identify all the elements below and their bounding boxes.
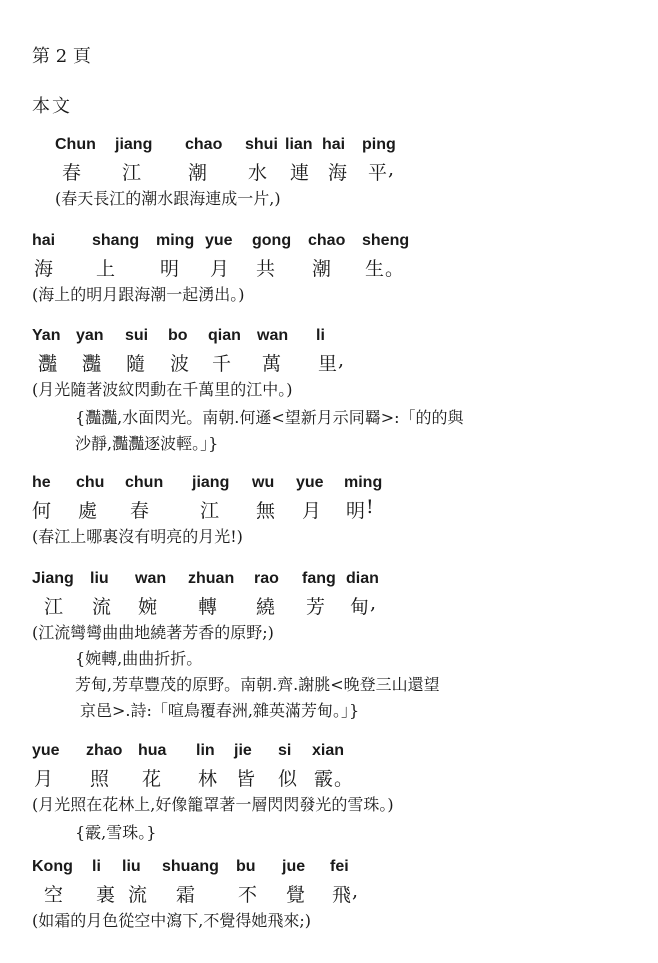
pinyin-syllable: yue: [205, 232, 233, 249]
hanzi-character: 轉: [198, 596, 218, 618]
pinyin-syllable: bu: [236, 858, 256, 875]
page-number-label: 第 2 頁: [32, 46, 91, 67]
pinyin-syllable: lin: [196, 742, 215, 759]
hanzi-character: 飛: [332, 884, 352, 906]
pinyin-syllable: si: [278, 742, 292, 759]
hanzi-character: 芳: [306, 596, 326, 618]
annotation-note: {灩灩,水面閃光。南朝.何遜<望新月示同羇>:「的的與: [75, 408, 464, 427]
hanzi-character: 照: [90, 768, 110, 790]
hanzi-character: 霰: [314, 768, 334, 790]
hanzi-character: 平: [368, 162, 388, 184]
hanzi-character: 里: [318, 353, 338, 375]
translation-line: (春江上哪裏沒有明亮的月光!): [32, 527, 243, 546]
pinyin-syllable: hai: [322, 136, 346, 153]
pinyin-syllable: fang: [302, 570, 336, 587]
pinyin-syllable: lian: [285, 136, 313, 153]
hanzi-character: 不: [238, 884, 258, 906]
pinyin-syllable: ping: [362, 136, 396, 153]
hanzi-character: 灩: [38, 353, 58, 375]
hanzi-character: 潮: [312, 258, 332, 280]
hanzi-character: 無: [256, 500, 276, 522]
hanzi-character: 空: [44, 884, 64, 906]
pinyin-syllable: hua: [138, 742, 167, 759]
translation-line: (春天長江的潮水跟海連成一片,): [55, 189, 281, 208]
annotation-note: 京邑>.詩:「喧鳥覆春洲,雜英滿芳甸。」}: [80, 701, 360, 720]
hanzi-punctuation: 。: [385, 258, 405, 280]
pinyin-syllable: jie: [234, 742, 252, 759]
pinyin-syllable: chu: [76, 474, 105, 491]
hanzi-character: 潮: [188, 162, 208, 184]
annotation-note: 沙靜,灩灩逐波輕。」}: [75, 434, 219, 453]
pinyin-syllable: xian: [312, 742, 345, 759]
hanzi-character: 月: [210, 258, 230, 280]
hanzi-punctuation: ,: [352, 880, 359, 902]
pinyin-syllable: Yan: [32, 327, 61, 344]
hanzi-character: 流: [128, 884, 148, 906]
hanzi-character: 海: [34, 258, 54, 280]
pinyin-syllable: bo: [168, 327, 188, 344]
pinyin-syllable: hai: [32, 232, 56, 249]
pinyin-syllable: zhuan: [188, 570, 235, 587]
pinyin-syllable: shui: [245, 136, 278, 153]
translation-line: (如霜的月色從空中瀉下,不覺得她飛來;): [32, 911, 311, 930]
pinyin-syllable: jiang: [192, 474, 230, 491]
hanzi-character: 覺: [286, 884, 306, 906]
translation-line: (月光隨著波紋閃動在千萬里的江中。): [32, 380, 293, 399]
hanzi-character: 甸: [350, 596, 370, 618]
pinyin-syllable: yue: [296, 474, 324, 491]
pinyin-syllable: liu: [90, 570, 109, 587]
pinyin-syllable: jue: [282, 858, 306, 875]
annotation-note: 芳甸,芳草豐茂的原野。南朝.齊.謝朓<晚登三山還望: [75, 675, 440, 694]
hanzi-character: 江: [200, 500, 220, 522]
hanzi-character: 月: [302, 500, 322, 522]
hanzi-character: 萬: [262, 353, 282, 375]
hanzi-punctuation: 。: [334, 768, 354, 790]
hanzi-punctuation: ,: [370, 592, 377, 614]
pinyin-syllable: fei: [330, 858, 349, 875]
hanzi-character: 共: [256, 258, 276, 280]
pinyin-syllable: ming: [156, 232, 195, 249]
hanzi-character: 春: [62, 162, 82, 184]
hanzi-character: 隨: [126, 353, 146, 375]
hanzi-character: 花: [142, 768, 162, 790]
hanzi-character: 江: [122, 162, 142, 184]
pinyin-syllable: wan: [135, 570, 167, 587]
pinyin-syllable: wu: [252, 474, 275, 491]
hanzi-character: 明: [346, 500, 366, 522]
pinyin-syllable: qian: [208, 327, 241, 344]
hanzi-character: 江: [44, 596, 64, 618]
hanzi-character: 連: [290, 162, 310, 184]
hanzi-character: 千: [212, 353, 232, 375]
annotation-note: {婉轉,曲曲折折。: [75, 649, 203, 668]
hanzi-character: 霜: [176, 884, 196, 906]
hanzi-character: 婉: [138, 596, 158, 618]
pinyin-syllable: liu: [122, 858, 141, 875]
hanzi-character: 上: [96, 258, 116, 280]
translation-line: (海上的明月跟海潮一起湧出。): [32, 285, 245, 304]
pinyin-syllable: gong: [252, 232, 292, 249]
hanzi-character: 流: [92, 596, 112, 618]
pinyin-syllable: sheng: [362, 232, 410, 249]
pinyin-syllable: Jiang: [32, 570, 74, 587]
pinyin-syllable: dian: [346, 570, 379, 587]
hanzi-punctuation: ,: [388, 158, 395, 180]
pinyin-syllable: Chun: [55, 136, 96, 153]
hanzi-character: 處: [78, 500, 98, 522]
hanzi-character: 波: [170, 353, 190, 375]
translation-line: (江流彎彎曲曲地繞著芳香的原野;): [32, 623, 274, 642]
hanzi-character: 灩: [82, 353, 102, 375]
hanzi-punctuation: !: [366, 496, 374, 518]
hanzi-character: 繞: [256, 596, 276, 618]
pinyin-syllable: jiang: [115, 136, 153, 153]
pinyin-syllable: rao: [254, 570, 279, 587]
pinyin-syllable: he: [32, 474, 51, 491]
pinyin-syllable: Kong: [32, 858, 73, 875]
pinyin-syllable: wan: [257, 327, 289, 344]
pinyin-syllable: zhao: [86, 742, 123, 759]
hanzi-character: 皆: [236, 768, 256, 790]
pinyin-syllable: yan: [76, 327, 104, 344]
hanzi-character: 何: [32, 500, 52, 522]
translation-line: (月光照在花林上,好像籠罩著一層閃閃發光的雪珠。): [32, 795, 394, 814]
hanzi-punctuation: ,: [338, 349, 345, 371]
pinyin-syllable: ming: [344, 474, 383, 491]
annotation-note: {霰,雪珠。}: [75, 823, 157, 842]
hanzi-character: 月: [34, 768, 54, 790]
pinyin-syllable: shang: [92, 232, 140, 249]
hanzi-character: 似: [278, 768, 298, 790]
hanzi-character: 林: [198, 768, 218, 790]
hanzi-character: 明: [160, 258, 180, 280]
pinyin-syllable: shuang: [162, 858, 219, 875]
pinyin-syllable: chun: [125, 474, 164, 491]
pinyin-syllable: chao: [185, 136, 223, 153]
pinyin-syllable: chao: [308, 232, 346, 249]
hanzi-character: 水: [248, 162, 268, 184]
pinyin-syllable: li: [316, 327, 325, 344]
section-title: 本文: [32, 96, 72, 117]
pinyin-syllable: yue: [32, 742, 60, 759]
pinyin-syllable: sui: [125, 327, 149, 344]
hanzi-character: 春: [130, 500, 150, 522]
hanzi-character: 生: [365, 258, 385, 280]
hanzi-character: 裏: [96, 884, 116, 906]
hanzi-character: 海: [328, 162, 348, 184]
pinyin-syllable: li: [92, 858, 101, 875]
